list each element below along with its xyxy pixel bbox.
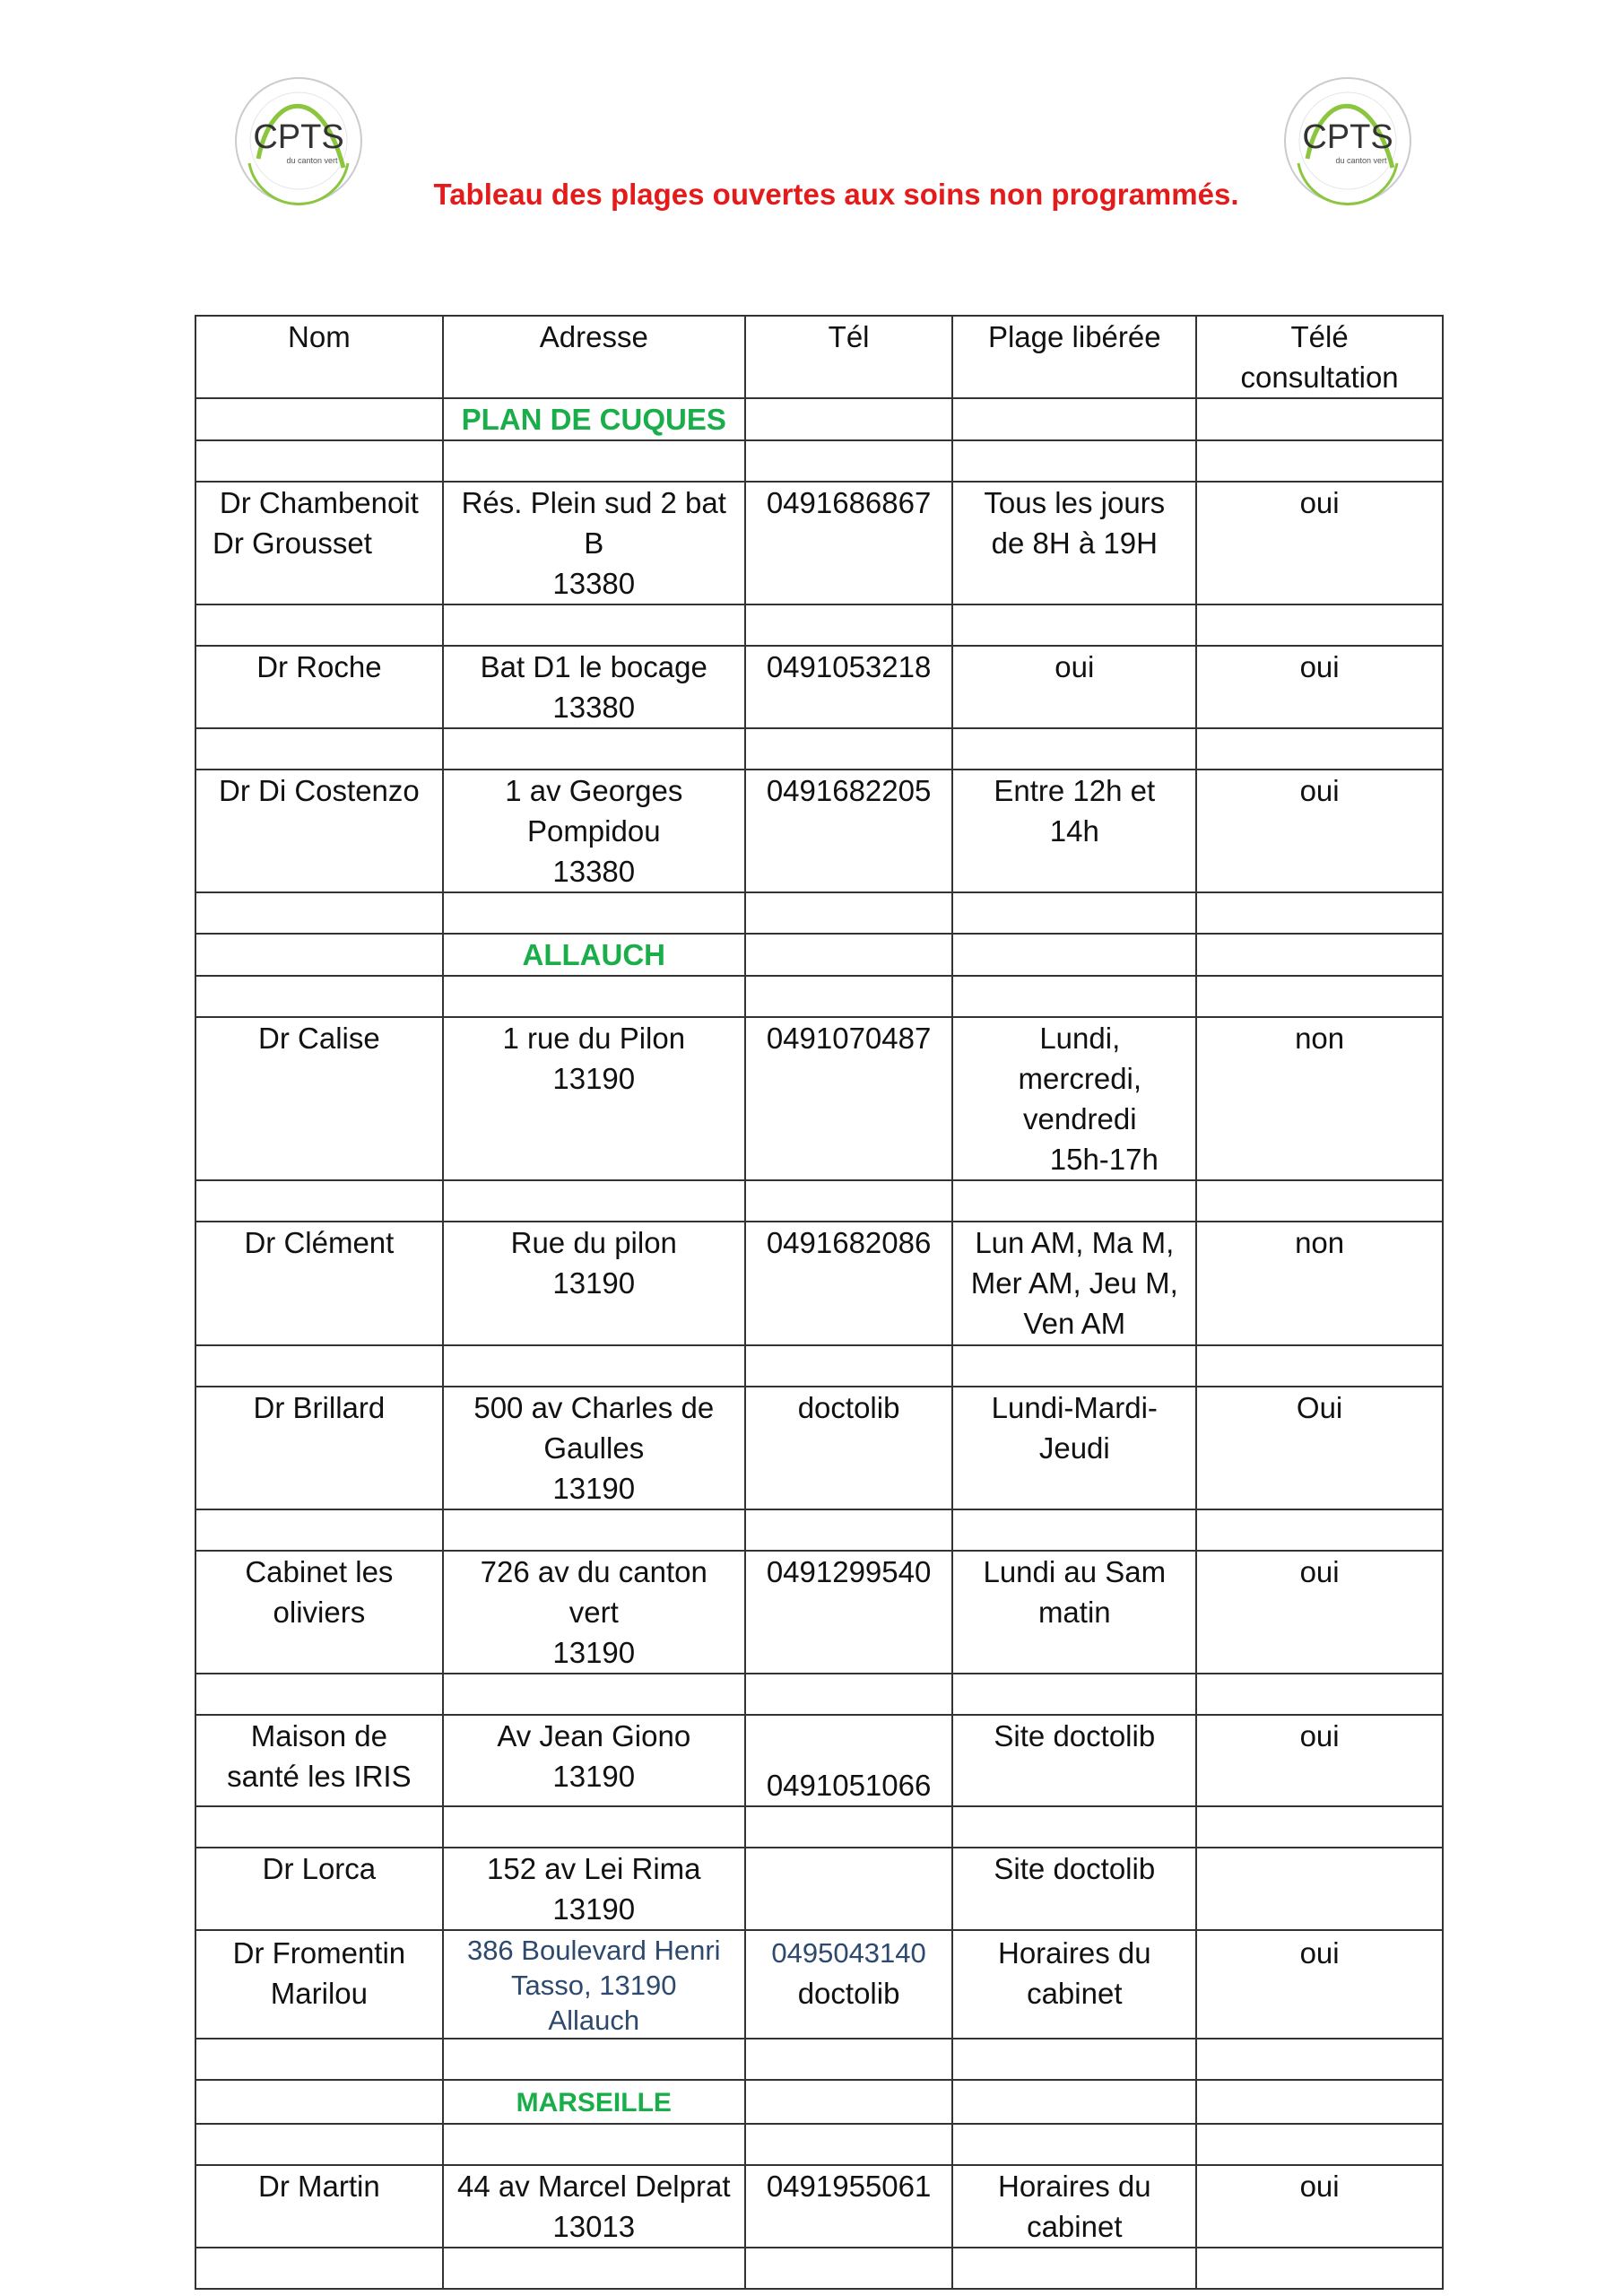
cell-plage: Site doctolib (952, 1715, 1196, 1806)
table-header-row (195, 316, 1443, 398)
cell-plage: oui (952, 646, 1196, 728)
cell-plage: Lundi, mercredi, vendredi 15h-17h (952, 1017, 1196, 1180)
cell-tel: 0491682205 (745, 770, 953, 892)
spacer-row (195, 1509, 1443, 1551)
logo-subtext: du canton vert (1335, 156, 1387, 165)
cell-tel: 0495043140 doctolib (745, 1930, 953, 2039)
cell-adresse: 1 av Georges Pompidou 13380 (443, 770, 745, 892)
section-row-marseille (195, 2080, 1443, 2124)
cell-adresse: Rue du pilon 13190 (443, 1222, 745, 1345)
cell-nom: Dr Clément (195, 1222, 443, 1345)
cell-tel: 0491070487 (745, 1017, 953, 1180)
cell-nom: Maison de santé les IRIS (195, 1715, 443, 1806)
header-tele: Télé consultation (1196, 316, 1443, 398)
spacer-row (195, 1674, 1443, 1715)
cell-nom: Dr Lorca (195, 1848, 443, 1930)
cell-nom: Cabinet les oliviers (195, 1551, 443, 1674)
table-row-oliviers (195, 1551, 1443, 1674)
table-row-calise (195, 1017, 1443, 1180)
table-row-brillard (195, 1387, 1443, 1509)
header-adresse: Adresse (443, 316, 745, 398)
section-marseille: MARSEILLE (516, 2088, 672, 2118)
cell-plage: Lundi-Mardi- Jeudi (952, 1387, 1196, 1509)
cell-tele: Oui (1196, 1387, 1443, 1509)
cell-adresse: Rés. Plein sud 2 bat B 13380 (443, 482, 745, 604)
cell-tel: 0491053218 (745, 646, 953, 728)
section-plan-de-cuques: PLAN DE CUQUES (461, 403, 726, 436)
cell-tele: oui (1196, 1930, 1443, 2039)
schedule-table (195, 315, 1444, 2290)
table-row-iris (195, 1715, 1443, 1806)
section-allauch: ALLAUCH (522, 938, 665, 971)
spacer-row (195, 604, 1443, 646)
spacer-row (195, 728, 1443, 770)
spacer-row (195, 2039, 1443, 2080)
cell-tele: non (1196, 1017, 1443, 1180)
spacer-row (195, 2124, 1443, 2165)
spacer-row (195, 976, 1443, 1017)
cell-tel: 0491682086 (745, 1222, 953, 1345)
cell-plage: Entre 12h et 14h (952, 770, 1196, 892)
cell-adresse: 726 av du canton vert 13190 (443, 1551, 745, 1674)
header-tel: Tél (745, 316, 953, 398)
spacer-row (195, 1345, 1443, 1387)
cell-tel: doctolib (745, 1387, 953, 1509)
page-title: Tableau des plages ouvertes aux soins non programmés. (433, 178, 1239, 211)
logo-text: CPTS (1302, 118, 1393, 156)
cell-tel: 0491686867 (745, 482, 953, 604)
cell-tel (745, 1848, 953, 1930)
cell-tel: 0491299540 (745, 1551, 953, 1674)
cell-plage: Tous les jours de 8H à 19H (952, 482, 1196, 604)
spacer-row (195, 2248, 1443, 2289)
cell-plage: Horaires du cabinet (952, 2165, 1196, 2248)
table-row-roche (195, 646, 1443, 728)
section-row-allauch (195, 934, 1443, 976)
cell-nom: Dr Martin (195, 2165, 443, 2248)
cell-plage: Lun AM, Ma M, Mer AM, Jeu M, Ven AM (952, 1222, 1196, 1345)
cell-nom: Dr Calise (195, 1017, 443, 1180)
cell-tele: oui (1196, 2165, 1443, 2248)
table-row-clement (195, 1222, 1443, 1345)
cell-tele: non (1196, 1222, 1443, 1345)
cell-nom: Dr Di Costenzo (195, 770, 443, 892)
cell-nom: Dr Brillard (195, 1387, 443, 1509)
spacer-row (195, 440, 1443, 482)
cell-adresse: 1 rue du Pilon 13190 (443, 1017, 745, 1180)
cell-nom: Dr Chambenoit Dr Grousset (195, 482, 443, 604)
spacer-row (195, 1180, 1443, 1222)
logo-subtext: du canton vert (286, 156, 338, 165)
cell-adresse: 152 av Lei Rima 13190 (443, 1848, 745, 1930)
table-row-chambenoit (195, 482, 1443, 604)
table-row-martin (195, 2165, 1443, 2248)
table-row-lorca (195, 1848, 1443, 1930)
cell-tel: 0491051066 (745, 1715, 953, 1806)
cell-plage: Lundi au Sam matin (952, 1551, 1196, 1674)
cell-tele: oui (1196, 770, 1443, 892)
cell-nom: Dr Roche (195, 646, 443, 728)
cell-tele: oui (1196, 482, 1443, 604)
section-row-plan-de-cuques (195, 398, 1443, 440)
cell-tele: oui (1196, 646, 1443, 728)
header-nom: Nom (195, 316, 443, 398)
cell-adresse: 386 Boulevard Henri Tasso, 13190 Allauch (443, 1930, 745, 2039)
cell-adresse: 44 av Marcel Delprat 13013 (443, 2165, 745, 2248)
cell-tel: 0491955061 (745, 2165, 953, 2248)
spacer-row (195, 1806, 1443, 1848)
cell-tele (1196, 1848, 1443, 1930)
header-plage: Plage libérée (952, 316, 1196, 398)
cell-adresse: 500 av Charles de Gaulles 13190 (443, 1387, 745, 1509)
logo-text: CPTS (253, 118, 344, 156)
spacer-row (195, 892, 1443, 934)
table-row-fromentin (195, 1930, 1443, 2039)
cell-adresse: Av Jean Giono 13190 (443, 1715, 745, 1806)
cell-tele: oui (1196, 1551, 1443, 1674)
cell-nom: Dr Fromentin Marilou (195, 1930, 443, 2039)
table-row-di-costenzo (195, 770, 1443, 892)
cell-plage: Horaires du cabinet (952, 1930, 1196, 2039)
cell-adresse: Bat D1 le bocage 13380 (443, 646, 745, 728)
cell-plage: Site doctolib (952, 1848, 1196, 1930)
cell-tele: oui (1196, 1715, 1443, 1806)
